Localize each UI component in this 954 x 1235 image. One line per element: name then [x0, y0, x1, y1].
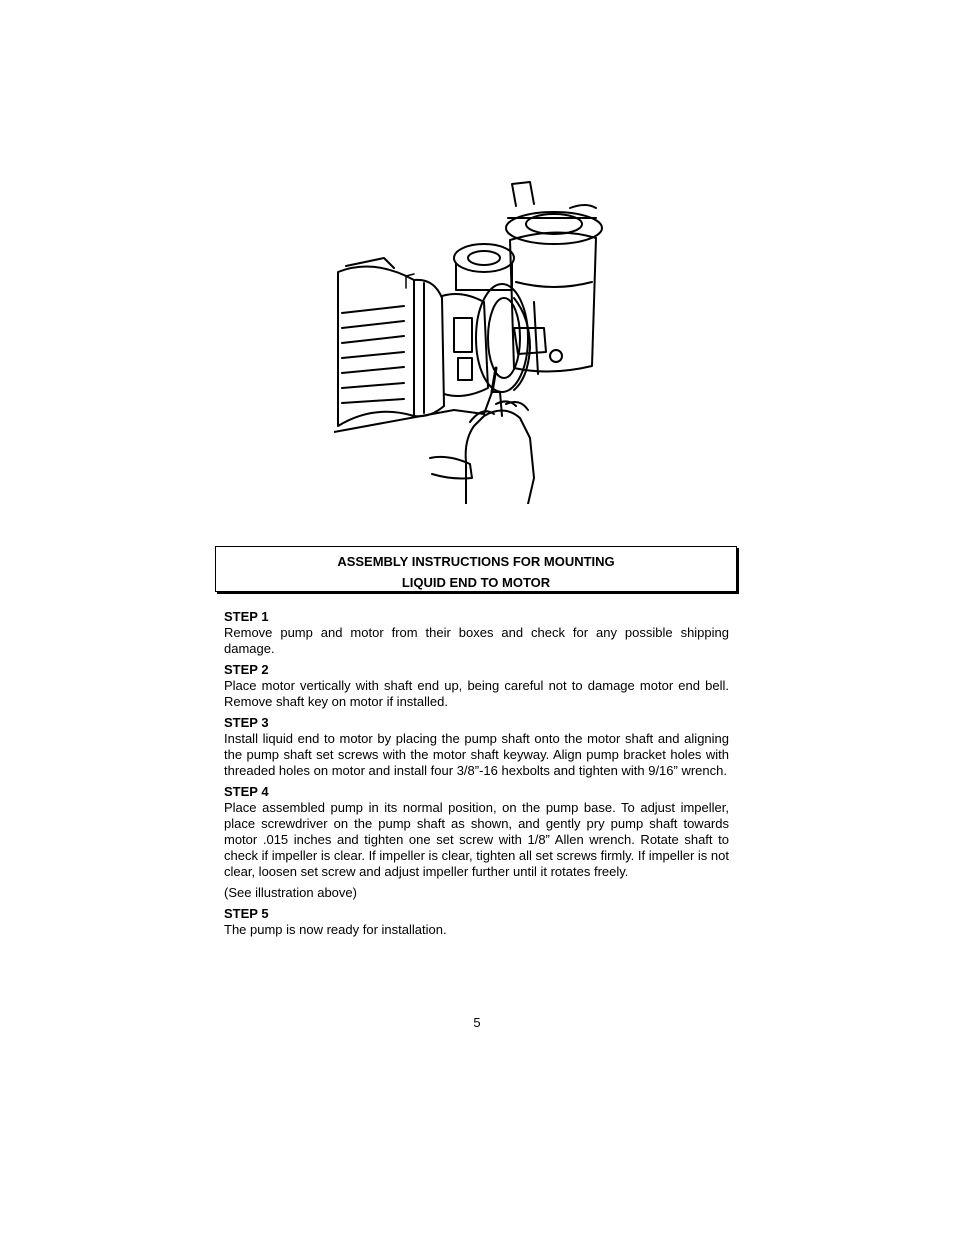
step-3-heading: STEP 3 [224, 715, 269, 730]
title-line-1: ASSEMBLY INSTRUCTIONS FOR MOUNTING [337, 554, 615, 569]
step-4-heading: STEP 4 [224, 784, 269, 799]
step-1-text: Remove pump and motor from their boxes and check for any possible shipping damage. [224, 625, 729, 656]
illustration-note: (See illustration above) [224, 885, 357, 900]
step-4-text: Place assembled pump in its normal position, on the pump base. To adjust impeller, place screwdriver on the pump shaft as shown, and gently pry pump shaft towards motor .015 inches and tighten one set screw with 1/8” Allen wrench. Rotate shaft to check if impeller is clear. If impeller is clear, tighten all set screws firmly. If impeller is not clear, loosen set screw and adjust impeller further until it rotates freely. [224, 800, 729, 879]
step-2-heading: STEP 2 [224, 662, 269, 677]
pump-motor-illustration [334, 178, 622, 504]
step-5-heading: STEP 5 [224, 906, 269, 921]
section-title-box [215, 546, 737, 592]
step-5-text: The pump is now ready for installation. [224, 922, 447, 937]
step-3-text: Install liquid end to motor by placing the pump shaft onto the motor shaft and aligning the pump shaft set screws with the motor shaft keyway. Align pump bracket holes with threaded holes on motor and install four 3/8”-16 hexbolts and tighten with 9/16” wrench. [224, 731, 729, 778]
title-line-2: LIQUID END TO MOTOR [401, 575, 551, 590]
step-1-heading: STEP 1 [224, 609, 269, 624]
step-2-text: Place motor vertically with shaft end up, being careful not to damage motor end bell. Remove shaft key on motor if installed. [224, 678, 729, 709]
instructions-body [224, 609, 729, 938]
page-number: 5 [473, 1015, 481, 1030]
